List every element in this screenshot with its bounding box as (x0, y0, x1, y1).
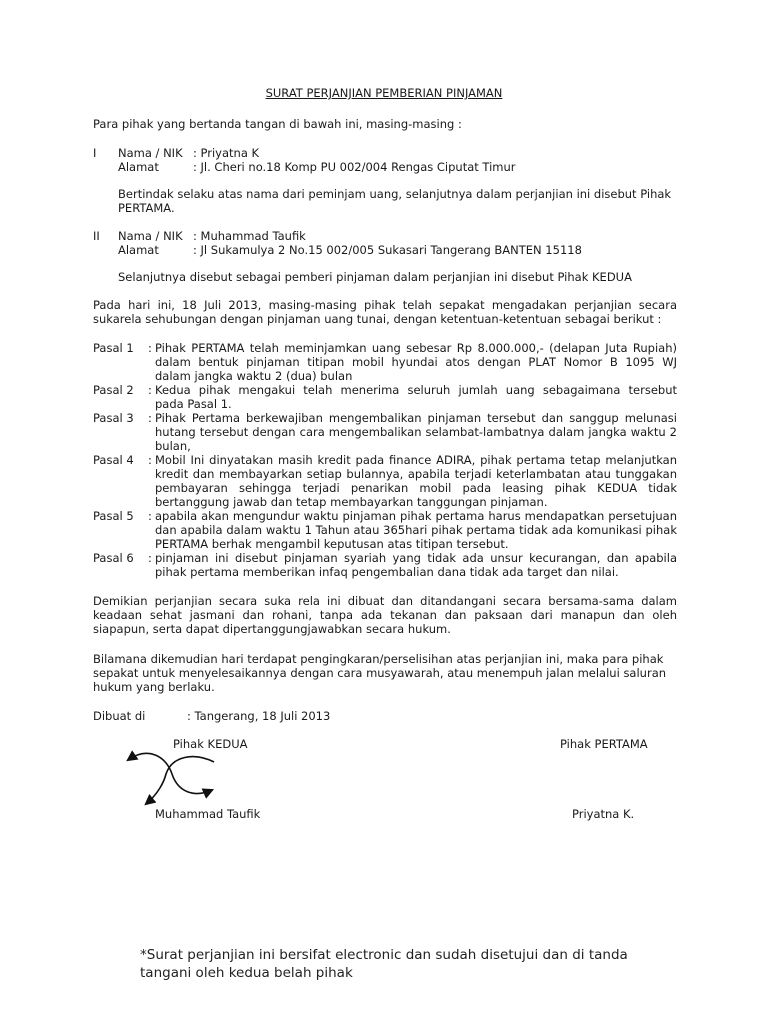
pasal-line: kredit dan membayarkan setiap bulannya, apabila terjadi keterlambatan atau tunggakan (155, 467, 677, 481)
pasal-label: Pasal 6 (93, 551, 134, 565)
closing1-line2: keadaan sehat jasmani dan rohani, tanpa ada tekanan dan paksaan dari manapun dan oleh (93, 608, 677, 622)
pasal-line: pinjaman ini disebut pinjaman syariah yang tidak ada unsur kecurangan, dan apabila (155, 551, 677, 565)
pasal-line: pembayaran sehingga terjadi penarikan mobil pada leasing pihak KEDUA tidak (155, 481, 677, 495)
party2-roman: II (93, 229, 100, 243)
party1-address-value: : Jl. Cheri no.18 Komp PU 002/004 Rengas Ciputat Timur (193, 160, 516, 174)
right-signatory-name: Priyatna K. (572, 807, 635, 821)
pasal-line: Kedua pihak mengakui telah menerima seluruh jumlah uang sebagaimana tersebut (155, 383, 677, 397)
pasal-line: Mobil Ini dinyatakan masih kredit pada finance ADIRA, pihak pertama tetap melanjutkan (155, 453, 677, 467)
party1-roman: I (93, 146, 97, 160)
party1-desc-line2: PERTAMA. (118, 201, 175, 215)
pasal-label: Pasal 3 (93, 411, 134, 425)
pasal-label: Pasal 4 (93, 453, 134, 467)
closing2-line2: sepakat untuk menyelesaikannya dengan cara musyawarah, atau menempuh jalan melalui saluran (93, 666, 667, 680)
closing1-line3: siapapun, serta dapat dipertanggungjawabkan secara hukum. (93, 622, 451, 636)
pasal-label: Pasal 5 (93, 509, 134, 523)
pasal-line: dan apabila dalam waktu 1 Tahun atau 365hari pihak pertama tidak ada komunikasi pihak (155, 523, 677, 537)
pasal-line: Pihak PERTAMA telah meminjamkan uang sebesar Rp 8.000.000,- (delapan Juta Rupiah) (155, 341, 677, 355)
left-signatory-name: Muhammad Taufik (155, 807, 261, 821)
pasal-colon: : (148, 509, 152, 523)
pasal-colon: : (148, 453, 152, 467)
pasal-line: PERTAMA berhak mengambil keputusan atas titipan tersebut. (155, 537, 509, 551)
pasal-line: bulan, (155, 439, 191, 453)
pasal-line: pihak pertama memberikan infaq pengembalian dana tidak ada target dan nilai. (155, 565, 619, 579)
closing2-line1: Bilamana dikemudian hari terdapat pengingkaran/perselisihan atas perjanjian ini, maka para pihak (93, 652, 664, 666)
pasal-line: Pihak Pertama berkewajiban mengembalikan pinjaman tersebut dan sanggup melunasi (155, 411, 677, 425)
party2-name-value: : Muhammad Taufik (193, 229, 306, 243)
closing1-line1: Demikian perjanjian secara suka rela ini dibuat dan ditandangani secara bersama-sama dalam (93, 594, 677, 608)
pasal-line: dalam jangka waktu 2 (dua) bulan (155, 369, 353, 383)
pasal-label: Pasal 2 (93, 383, 134, 397)
pasal-colon: : (148, 341, 152, 355)
made-at-value: : Tangerang, 18 Juli 2013 (187, 709, 331, 723)
footnote (140, 946, 628, 982)
pasal-line: dalam bentuk pinjaman titipan mobil hyundai atos dengan PLAT Nomor B 1095 WJ (155, 355, 677, 369)
footnote-line1: *Surat perjanjian ini bersifat electronic dan sudah disetujui dan di tanda (140, 947, 628, 963)
pasal-colon: : (148, 411, 152, 425)
opening-line1: Pada hari ini, 18 Juli 2013, masing-masing pihak telah sepakat mengadakan perjanjian secara (93, 298, 677, 312)
pasal-label: Pasal 1 (93, 341, 134, 355)
right-signatory-role: Pihak PERTAMA (560, 737, 648, 751)
party1-name-value: : Priyatna K (193, 146, 260, 160)
intro-text: Para pihak yang bertanda tangan di bawah ini, masing-masing : (93, 117, 462, 131)
closing2-line3: hukum yang berlaku. (93, 680, 215, 694)
pasal-line: pada Pasal 1. (155, 397, 232, 411)
made-at-label: Dibuat di (93, 709, 146, 723)
signature-arrows-icon (118, 748, 228, 808)
party2-name-label: Nama / NIK (118, 229, 183, 243)
document-title: SURAT PERJANJIAN PEMBERIAN PINJAMAN (265, 86, 503, 100)
party1-name-label: Nama / NIK (118, 146, 183, 160)
party2-address-label: Alamat (118, 243, 159, 257)
party1-address-label: Alamat (118, 160, 159, 174)
pasal-colon: : (148, 551, 152, 565)
pasal-line: apabila akan mengundur waktu pinjaman pihak pertama harus mendapatkan persetujuan (155, 509, 677, 523)
party1-desc-line1: Bertindak selaku atas nama dari peminjam uang, selanjutnya dalam perjanjian ini disebut Pihak (118, 187, 672, 201)
left-signatory-role: Pihak KEDUA (173, 737, 248, 751)
pasal-colon: : (148, 383, 152, 397)
party2-desc: Selanjutnya disebut sebagai pemberi pinjaman dalam perjanjian ini disebut Pihak KEDUA (118, 270, 632, 284)
pasal-line: hutang tersebut dengan cara mengembalikan selambat-lambatnya dalam jangka waktu 2 (155, 425, 677, 439)
footnote-line2: tangani oleh kedua belah pihak (140, 965, 353, 981)
pasal-line: bertanggung jawab dan tetap membayarkan tanggungan pinjaman. (155, 495, 548, 509)
opening-line2: sukarela sehubungan dengan pinjaman uang tunai, dengan ketentuan-ketentuan sebagai berikut : (93, 312, 662, 326)
party2-address-value: : Jl Sukamulya 2 No.15 002/005 Sukasari Tangerang BANTEN 15118 (193, 243, 582, 257)
